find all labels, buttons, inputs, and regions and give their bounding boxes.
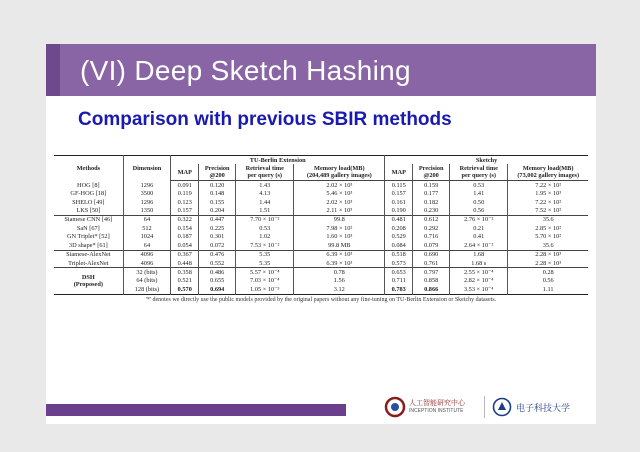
value-cell: 0.119 [171,190,199,198]
value-cell: 0.079 [413,241,450,250]
value-cell: 5.35 [236,250,294,259]
value-cell: 1.95 × 10³ [508,190,588,198]
value-cell: 0.694 [199,285,236,294]
value-cell: 0.529 [385,233,413,241]
value-cell: 0.690 [413,250,450,259]
value-cell: 0.367 [171,250,199,259]
value-cell: 1.68 s [450,259,508,268]
value-cell: 7.03 × 10⁻⁴ [236,277,294,285]
header-retrieval-time: Retrieval time per query (s) [450,164,508,180]
table-row [54,233,588,241]
value-cell: 0.476 [199,250,236,259]
value-cell: 0.292 [413,224,450,232]
header-group-sketchy: Sketchy [385,156,588,165]
table-row-dsh [54,268,588,277]
value-cell: 2.76 × 10⁻² [450,215,508,224]
value-cell: 0.225 [199,224,236,232]
value-cell: 0.115 [385,181,413,190]
value-cell: 0.358 [171,268,199,277]
value-cell: 0.716 [413,233,450,241]
value-cell: 7.53 × 10⁻² [236,241,294,250]
value-cell: 0.157 [171,207,199,216]
value-cell: 7.22 × 10² [508,181,588,190]
value-cell: 0.761 [413,259,450,268]
table-row [54,207,588,216]
method-name-cell: Triplet-AlexNet [68,259,109,267]
value-cell: 0.570 [171,285,199,294]
value-cell: 99.8 [294,215,385,224]
institute-logo-text-en: INCEPTION INSTITUTE [409,408,464,414]
title-bar-accent [46,44,60,96]
value-cell: 0.159 [413,181,450,190]
method-name-cell: Siamese-AlexNet [54,250,123,259]
value-cell: 35.6 [508,215,588,224]
value-cell: 5.46 × 10³ [294,190,385,198]
logo-separator [484,396,485,418]
value-cell: 0.653 [385,268,413,277]
value-cell: 4.13 [236,190,294,198]
institute-logo [384,396,480,418]
value-cell: 1.56 [294,277,385,285]
value-cell: 0.123 [171,198,199,206]
dimension-cell: 3500 [123,190,171,198]
value-cell: 0.53 [450,181,508,190]
value-cell: 0.655 [199,277,236,285]
value-cell: 0.182 [413,198,450,206]
institute-emblem-icon [384,396,406,418]
value-cell: 0.21 [450,224,508,232]
value-cell: 0.091 [171,181,199,190]
dimension-cell: 1296 [123,198,171,206]
value-cell: 0.797 [413,268,450,277]
value-cell: 1.43 [236,181,294,190]
value-cell: 0.204 [199,207,236,216]
value-cell: 0.230 [413,207,450,216]
value-cell: 0.301 [199,233,236,241]
table-row [54,224,588,232]
header-memory-load: Memory load(MB) (73,002 gallery images) [508,164,588,180]
value-cell: 0.866 [413,285,450,294]
dimension-cell: 64 (bits) [123,277,171,285]
value-cell: 0.711 [385,277,413,285]
value-cell: 0.187 [171,233,199,241]
university-logo [492,396,592,418]
value-cell: 0.447 [199,215,236,224]
value-cell: 0.072 [199,241,236,250]
value-cell: 1.05 × 10⁻³ [236,285,294,294]
value-cell: 0.084 [385,241,413,250]
value-cell: 6.39 × 10³ [294,250,385,259]
dsh-proposed-label: (Proposed) [73,281,103,289]
value-cell: 1.41 [450,190,508,198]
value-cell: 2.11 × 10³ [294,207,385,216]
institute-logo-text: 人工智能研究中心 [409,400,465,407]
dimension-cell: 1024 [123,233,171,241]
table-row [54,181,588,190]
table-row-dsh [54,277,588,285]
value-cell: 0.448 [171,259,199,268]
value-cell: 2.28 × 10³ [508,259,588,268]
dimension-cell: 4096 [123,259,171,268]
value-cell: 0.573 [385,259,413,268]
value-cell: 0.518 [385,250,413,259]
value-cell: 2.55 × 10⁻⁴ [450,268,508,277]
header-map: MAP [171,164,199,180]
value-cell: 0.56 [450,207,508,216]
dimension-cell: 1296 [123,181,171,190]
value-cell: 0.612 [413,215,450,224]
dimension-cell: 128 (bits) [123,285,171,294]
dimension-cell: 32 (bits) [123,268,171,277]
value-cell: 0.41 [450,233,508,241]
footer-bar [46,404,346,416]
value-cell: 0.120 [199,181,236,190]
method-name-cell: Siamese CNN [46] [54,215,123,224]
value-cell: 2.02 × 10³ [294,181,385,190]
value-cell: 0.28 [508,268,588,277]
value-cell: 0.154 [171,224,199,232]
header-precision: Precision @200 [199,164,236,180]
value-cell: 0.190 [385,207,413,216]
dimension-cell: 4096 [123,250,171,259]
table-row [54,259,588,268]
method-name-cell: LKS [50] [76,207,101,215]
dimension-cell: 64 [123,241,171,250]
header-precision: Precision @200 [413,164,450,180]
value-cell: 0.53 [236,224,294,232]
value-cell: 0.054 [171,241,199,250]
header-methods: Methods [76,164,101,172]
value-cell: 2.85 × 10² [508,224,588,232]
value-cell: 7.52 × 10² [508,207,588,216]
method-name-cell: 3D shape* [61] [68,241,108,249]
table-row [54,241,588,250]
value-cell: 0.783 [385,285,413,294]
value-cell: 1.02 [236,233,294,241]
table-row-dsh [54,285,588,294]
value-cell: 35.6 [508,241,588,250]
dsh-method-cell [54,268,123,294]
value-cell: 0.486 [199,268,236,277]
header-map: MAP [385,164,413,180]
value-cell: 2.64 × 10⁻² [450,241,508,250]
table-row [54,215,588,224]
value-cell: 0.208 [385,224,413,232]
method-name-cell: GN Triplet* [52] [66,233,110,241]
value-cell: 7.98 × 10² [294,224,385,232]
value-cell: 99.8 MB [294,241,385,250]
header-group-tu-berlin: TU-Berlin Extension [171,156,385,165]
header-retrieval-time: Retrieval time per query (s) [236,164,294,180]
method-name-cell: GF-HOG [18] [70,190,107,198]
value-cell: 1.60 × 10³ [294,233,385,241]
value-cell: 0.552 [199,259,236,268]
slide [46,44,596,424]
method-name-cell: SaN [67] [76,224,100,232]
dimension-cell: 1350 [123,207,171,216]
value-cell: 2.02 × 10³ [294,198,385,206]
value-cell: 1.44 [236,198,294,206]
method-name-cell: HOG [8] [77,181,100,189]
comparison-table [54,155,588,295]
value-cell: 5.35 [236,259,294,268]
value-cell: 2.28 × 10³ [508,250,588,259]
value-cell: 1.68 [450,250,508,259]
value-cell: 1.51 [236,207,294,216]
value-cell: 0.161 [385,198,413,206]
value-cell: 3.12 [294,285,385,294]
comparison-table-container [54,155,588,303]
dimension-cell: 64 [123,215,171,224]
value-cell: 0.322 [171,215,199,224]
value-cell: 0.157 [385,190,413,198]
value-cell: 0.148 [199,190,236,198]
slide-subtitle: Comparison with previous SBIR methods [78,109,452,130]
slide-title: (VI) Deep Sketch Hashing [80,55,411,86]
value-cell: 0.50 [450,198,508,206]
value-cell: 1.11 [508,285,588,294]
table-row [54,250,588,259]
value-cell: 2.82 × 10⁻⁴ [450,277,508,285]
dimension-cell: 512 [123,224,171,232]
value-cell: 5.70 × 10² [508,233,588,241]
table-row [54,198,588,206]
table-caption: '*' denotes we directly use the public models provided by the original papers without any fine-tuning on TU-Berlin Extension or Sketchy datasets. [145,296,497,303]
value-cell: 0.177 [413,190,450,198]
header-memory-load: Memory load(MB) (204,489 gallery images) [294,164,385,180]
university-logo-text: 电子科技大学 [516,403,571,413]
value-cell: 3.53 × 10⁻⁴ [450,285,508,294]
value-cell: 5.57 × 10⁻⁴ [236,268,294,277]
value-cell: 0.78 [294,268,385,277]
header-dimension: Dimension [123,156,171,181]
value-cell: 0.56 [508,277,588,285]
dsh-label: DSH [81,273,95,281]
university-emblem-icon [492,397,512,417]
value-cell: 0.858 [413,277,450,285]
value-cell: 6.39 × 10³ [294,259,385,268]
table-row [54,190,588,198]
value-cell: 7.70 × 10⁻² [236,215,294,224]
value-cell: 7.22 × 10² [508,198,588,206]
method-name-cell: SHELO [49] [72,198,105,206]
value-cell: 0.155 [199,198,236,206]
value-cell: 0.481 [385,215,413,224]
value-cell: 0.521 [171,277,199,285]
